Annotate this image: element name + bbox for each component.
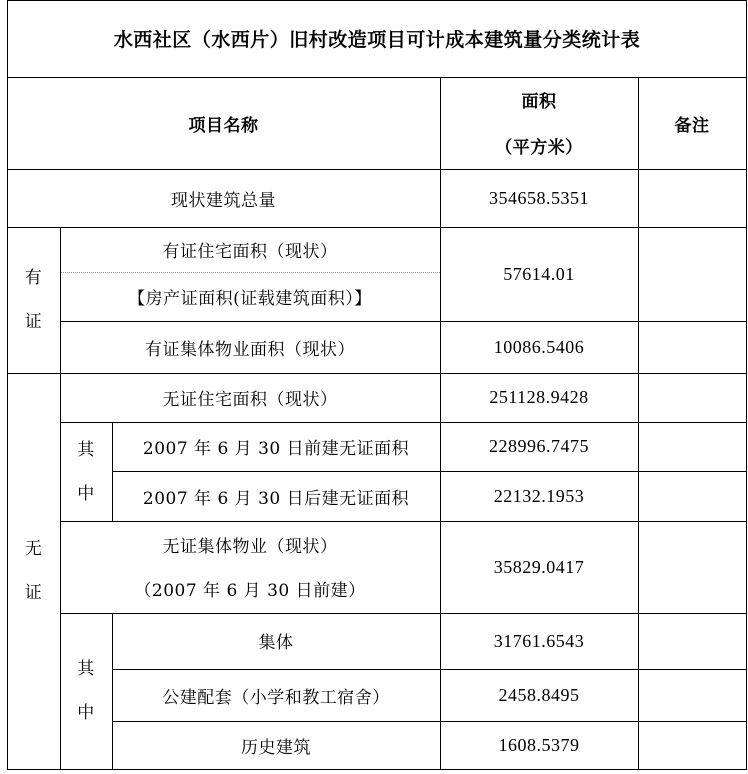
sub1-group-label xyxy=(60,422,112,521)
before-value: 228996.7475 xyxy=(489,436,589,456)
header-area-line2: （平方米） xyxy=(495,137,583,158)
property-cert-label: 【房产证面积(证载建筑面积）】 xyxy=(128,289,372,309)
table-border-bottom xyxy=(7,769,747,770)
uncert-collective-divider xyxy=(60,613,747,614)
jiti-label: 集体 xyxy=(258,632,294,653)
uncert-residential-label: 无证住宅面积（现状） xyxy=(162,390,338,410)
certified-collective-label: 有证集体物业面积（现状） xyxy=(145,339,355,360)
header-area-line1: 面积 xyxy=(521,91,557,112)
certified-char-1: 有 xyxy=(24,268,43,288)
certified-group-label xyxy=(7,227,60,373)
certified-residential-value: 57614.01 xyxy=(503,263,575,284)
uncert-collective-label-1: 无证集体物业（现状） xyxy=(162,536,338,557)
uncertified-char-2: 证 xyxy=(24,583,43,603)
sub2-char-2: 中 xyxy=(77,703,95,723)
header-item-name: 项目名称 xyxy=(188,115,259,136)
after-value: 22132.1953 xyxy=(493,485,585,506)
uncert-collective-label-2: （2007 年 6 月 30 日前建） xyxy=(134,580,366,601)
before-label: 2007 年 6 月 30 日前建无证面积 xyxy=(142,439,410,459)
certified-collective-value: 10086.5406 xyxy=(493,336,585,357)
certified-char-2: 证 xyxy=(24,312,43,332)
total-value: 354658.5351 xyxy=(489,187,589,208)
sub2-group-label xyxy=(60,613,112,769)
remarks-column-left xyxy=(638,77,639,770)
total-label: 现状建筑总量 xyxy=(171,190,276,211)
jiti-value: 31761.6543 xyxy=(493,630,585,651)
uncert-residential-value: 251128.9428 xyxy=(489,387,589,407)
history-label: 历史建筑 xyxy=(241,737,311,758)
uncertified-group-label xyxy=(7,373,60,769)
sub1-divider xyxy=(60,521,747,522)
public-value: 2458.8495 xyxy=(498,684,580,705)
sub1-char-2: 中 xyxy=(77,483,95,504)
sub1-char-1: 其 xyxy=(77,439,95,460)
certified-residential-label: 有证住宅面积（现状） xyxy=(162,242,338,262)
public-label: 公建配套（小学和教工宿舍） xyxy=(162,687,390,708)
after-label: 2007 年 6 月 30 日后建无证面积 xyxy=(142,488,410,509)
table-border-right xyxy=(746,0,747,770)
uncertified-char-1: 无 xyxy=(24,539,43,559)
header-remarks: 备注 xyxy=(674,115,710,136)
table-title: 水西社区（水西片）旧村改造项目可计成本建筑量分类统计表 xyxy=(113,29,641,51)
history-value: 1608.5379 xyxy=(498,734,580,755)
uncert-collective-value: 35829.0417 xyxy=(493,556,585,577)
sub2-char-1: 其 xyxy=(77,659,95,679)
